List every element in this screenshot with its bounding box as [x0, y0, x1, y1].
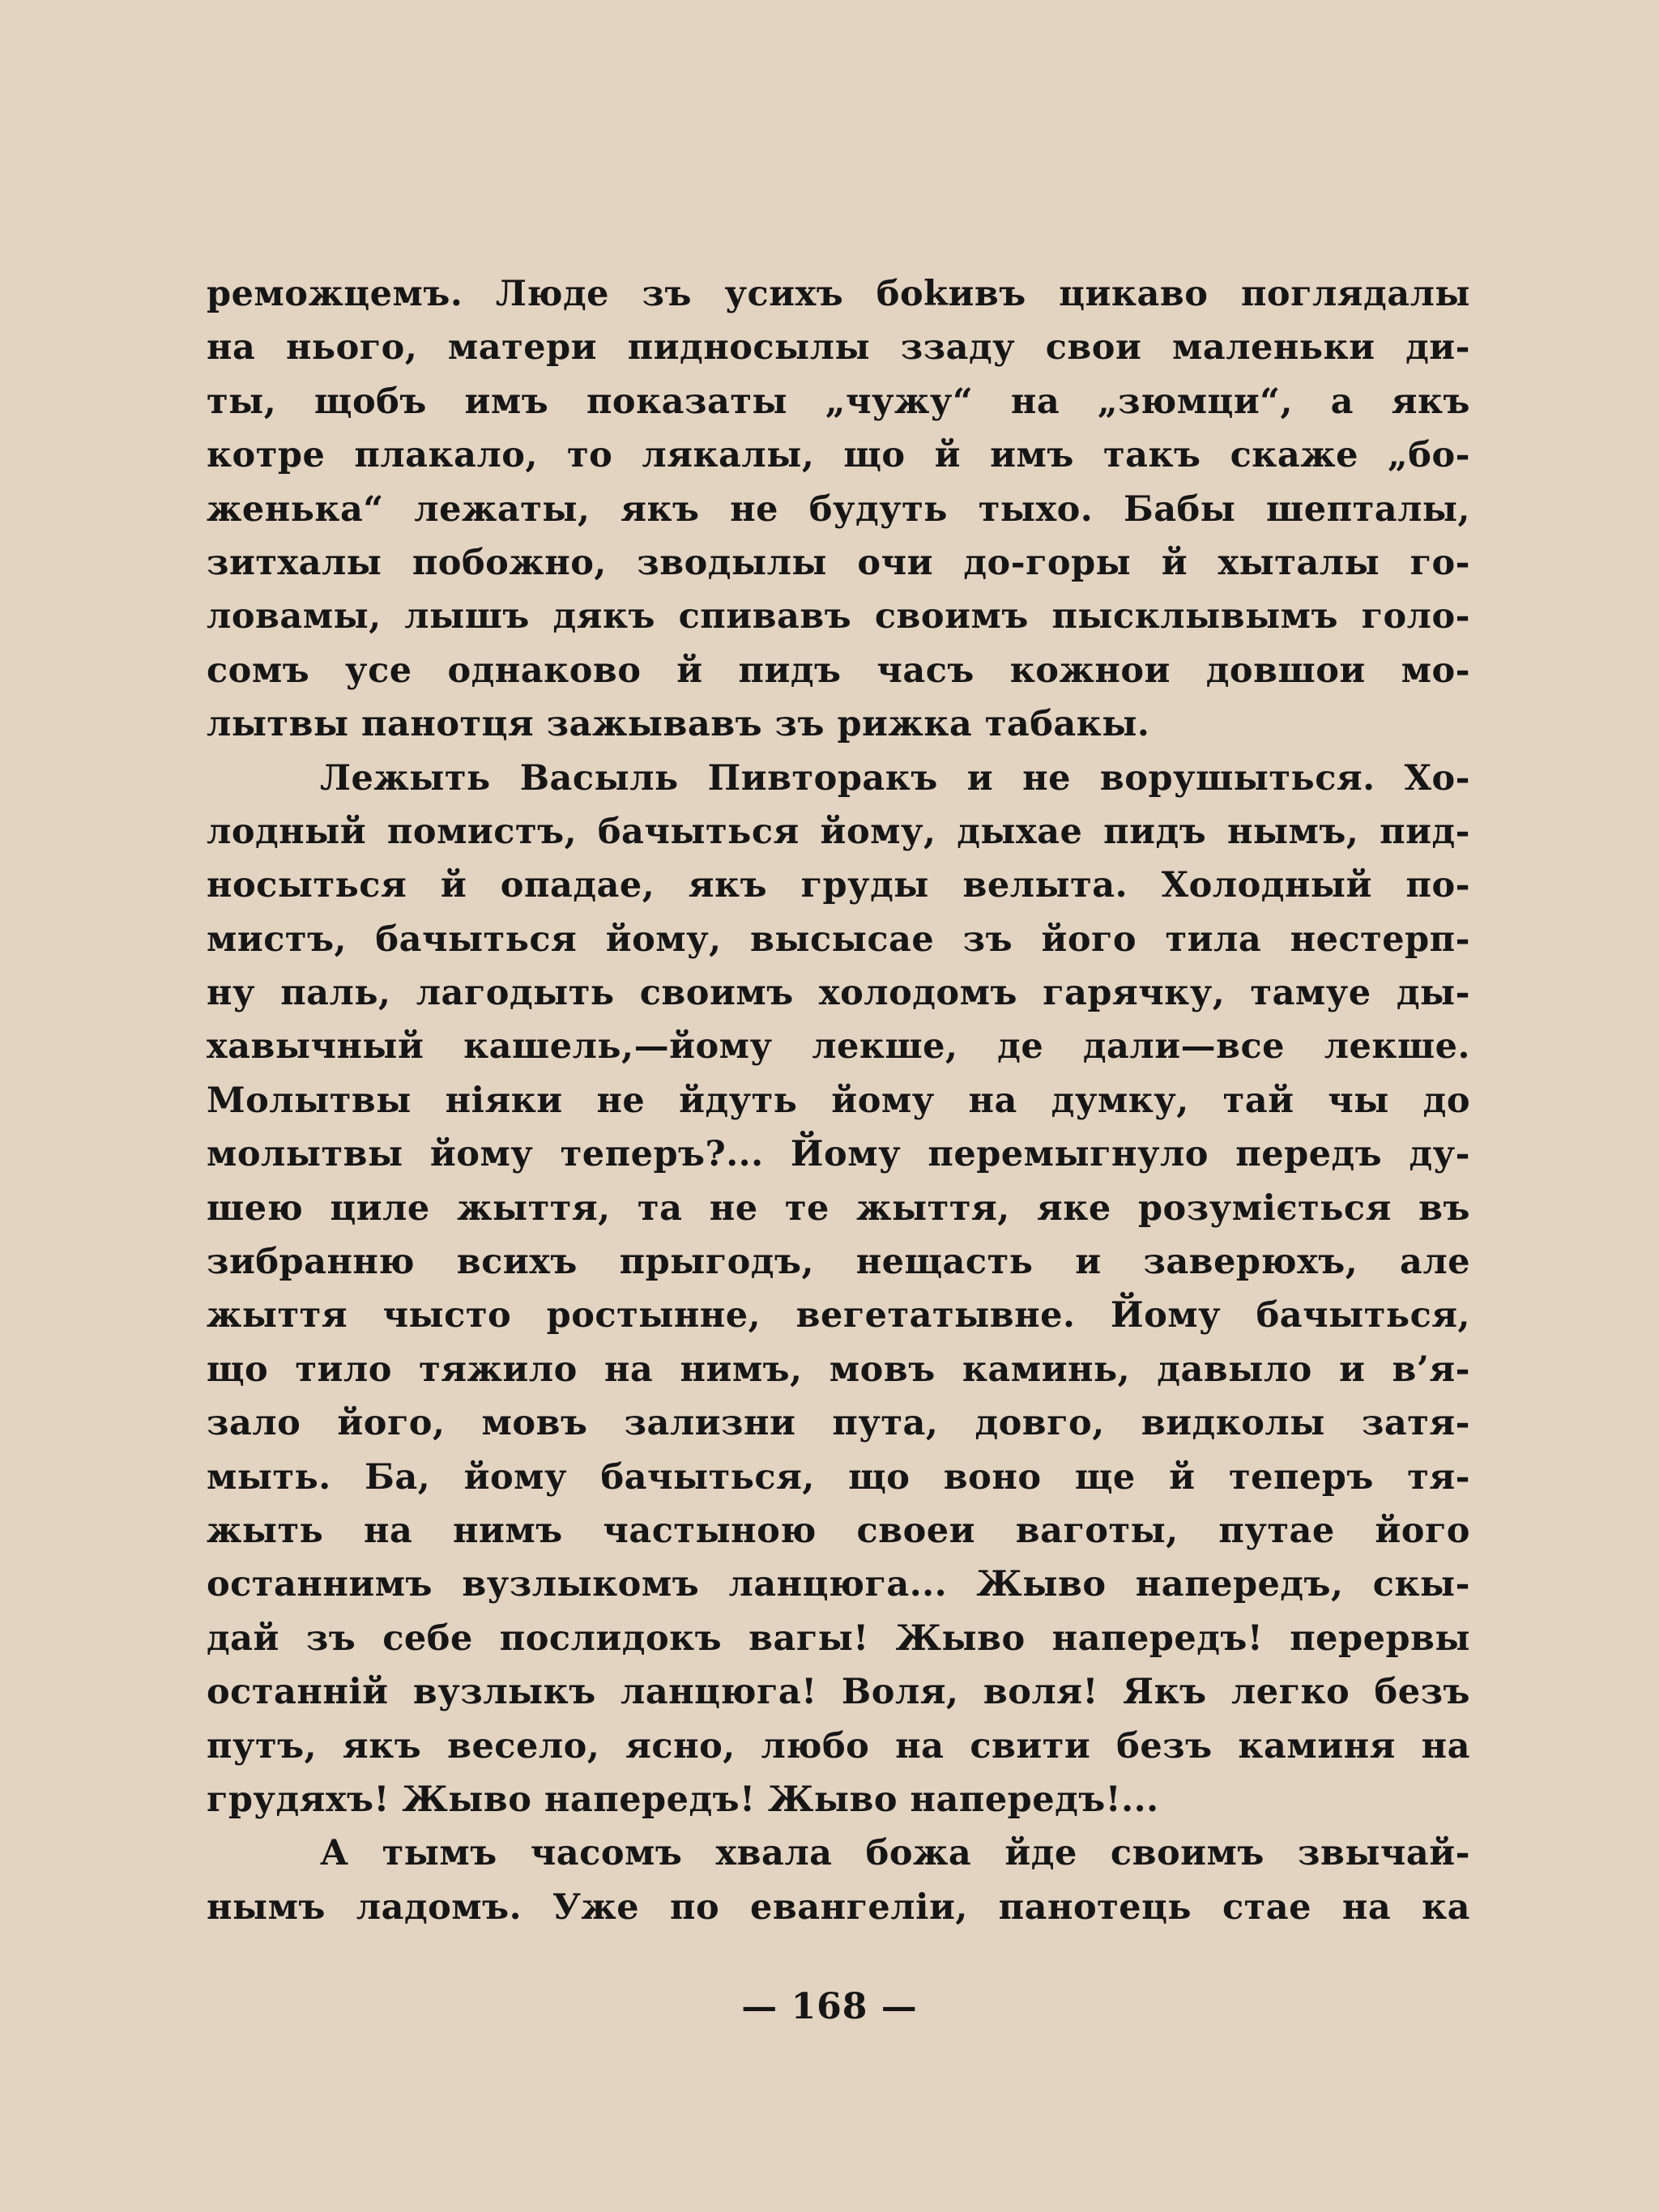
text-line: що тило тяжило на нимъ, мовъ каминь, давыло и в’я- — [207, 1349, 1470, 1390]
text-line: лытвы панотця зажывавъ зъ рижка табакы. — [207, 704, 1150, 745]
text-line: ну паль, лагодыть своимъ холодомъ гарячку, тамуе ды- — [207, 973, 1470, 1014]
text-line: жыття чысто ростынне, вегетатывне. Йому бачыться, — [207, 1295, 1470, 1336]
text-line: молытвы йому теперъ?... Йому перемыгнуло передъ ду- — [207, 1134, 1470, 1175]
text-line: зало його, мовъ зализни пута, довго, видколы затя- — [207, 1403, 1470, 1444]
text-line: останнимъ вузлыкомъ ланцюга... Жыво напередъ, скы- — [207, 1564, 1470, 1605]
text-line: шею циле жыття, та не те жыття, яке розуміється въ — [207, 1187, 1470, 1229]
text-line: зибранню всихъ прыгодъ, нещасть и заверюхъ, але — [207, 1242, 1470, 1283]
text-line: на нього, матери пидносылы ззаду свои маленьки ди- — [207, 327, 1470, 369]
text-line: путъ, якъ весело, ясно, любо на свити безъ каминя на — [207, 1725, 1470, 1767]
text-line: Лежыть Васыль Пивторакъ и не ворушыться. Хо- — [320, 757, 1470, 799]
text-line: ты, щобъ имъ показаты „чужу“ на „зюмци“, а якъ — [207, 381, 1470, 422]
text-line: сомъ усе однаково й пидъ часъ кожнои довшои мо- — [207, 650, 1470, 691]
text-line: грудяхъ! Жыво напередъ! Жыво напередъ!... — [207, 1779, 1159, 1820]
text-line: А тымъ часомъ хвала божа йде своимъ звычай- — [320, 1833, 1470, 1874]
text-line: нымъ ладомъ. Уже по евангеліи, панотець стае на ка — [207, 1886, 1470, 1928]
text-line: ловамы, лышъ дякъ спивавъ своимъ пысклывымъ голо- — [207, 596, 1470, 637]
text-line: носыться й опадае, якъ груды велыта. Холодный по- — [207, 865, 1470, 906]
text-line: дай зъ себе послидокъ вагы! Жыво напередъ! перервы — [207, 1617, 1470, 1659]
text-line: котре плакало, то лякалы, що й имъ такъ скаже „бо- — [207, 435, 1470, 476]
text-line: мистъ, бачыться йому, высысае зъ його тила нестерп- — [207, 918, 1470, 960]
text-line: останній вузлыкъ ланцюга! Воля, воля! Якъ легко безъ — [207, 1672, 1470, 1713]
text-line: реможцемъ. Люде зъ усихъ боkивъ цикаво поглядалы — [207, 274, 1470, 314]
text-line: женька“ лежаты, якъ не будуть тыхо. Бабы шепталы, — [207, 488, 1470, 530]
text-line: лодный помистъ, бачыться йому, дыхае пидъ нымъ, пид- — [207, 811, 1470, 852]
body-text — [207, 267, 1470, 1934]
text-line: жыть на нимъ частыною своеи ваготы, путае його — [207, 1510, 1470, 1551]
text-line: мыть. Ба, йому бачыться, що воно ще й теперъ тя- — [207, 1456, 1470, 1498]
text-line: хавычный кашель,—йому лекше, де дали—все лекше. — [207, 1026, 1470, 1068]
page-number: — 168 — — [741, 1986, 918, 2027]
text-line: Молытвы ніяки не йдуть йому на думку, тай чы до — [207, 1080, 1470, 1121]
text-line: зитхалы побожно, зводылы очи до-горы й хыталы го- — [207, 542, 1470, 583]
